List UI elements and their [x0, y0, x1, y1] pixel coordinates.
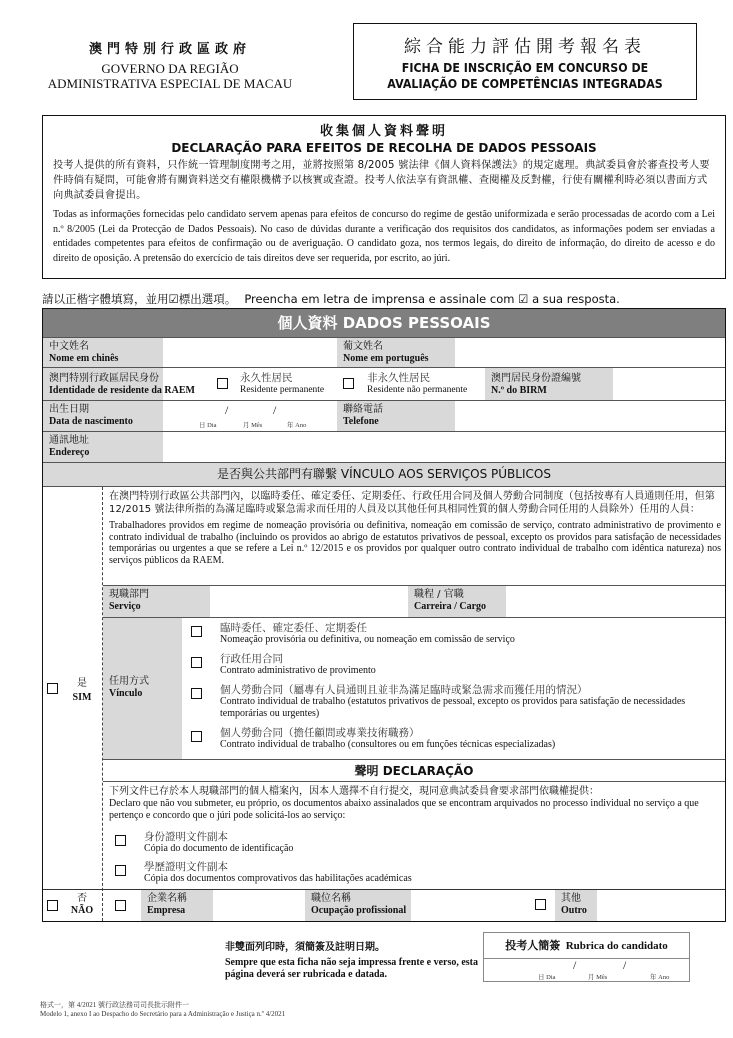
instructions-pt: Preencha em letra de imprensa e assinale com ☑ a sua resposta. [244, 292, 620, 306]
bond-option-zh: 臨時委任、確定委任、定期委任 [220, 622, 367, 634]
service-label: 現職部門 Serviço [103, 586, 210, 617]
declaration-text [109, 785, 723, 822]
birm-label: 澳門居民身份證編號 N.º do BIRM [485, 368, 613, 400]
other-input[interactable] [597, 890, 725, 921]
rubric-notice-pt: Sempre que esta ficha não seja impressa frente e verso, esta página deverá ser rubricada e datada. [225, 957, 479, 980]
document-option [115, 861, 717, 885]
model-reference-pt: Modelo 1, anexo I ao Despacho do Secretário para a Administração e Justiça n.º 4/2021 [40, 1010, 286, 1018]
name-pt-input[interactable] [455, 338, 725, 367]
no-label: 否 NÃO [70, 893, 94, 916]
identity-row [43, 368, 725, 401]
personal-data-section-header: 個人資料 DADOS PESSOAIS [43, 309, 725, 338]
bond-option-zh: 行政任用合同 [220, 653, 283, 665]
sig-date-separator: / [623, 958, 627, 972]
declaration-text-pt: Declaro que não vou submeter, eu próprio, os documentos abaixo assinalados que se encontram arquivados no processo individual no serviço a que pertenço e concordo que o júri pode solicitá-los ao serviço: [109, 798, 699, 821]
bond-option-pt: Contrato individual de trabalho (estatutos privativos de pessoal, excepto os providos para satisfação de necessidades temporárias ou urgentes) [220, 696, 686, 719]
declaration-text-zh: 下列文件已存於本人現職部門的個人檔案內，因本人選擇不自行提交，現同意典試委員會要求部門依職權提供： [109, 786, 599, 797]
dob-row [43, 401, 725, 432]
career-label: 職程 / 官職 Carreira / Cargo [408, 586, 506, 617]
documents-list [115, 831, 717, 891]
public-service-link-header: 是否與公共部門有聯繫 VÍNCULO AOS SERVIÇOS PÚBLICOS [43, 463, 725, 487]
document-option-pt: Cópia do documento de identificação [144, 843, 294, 854]
rubric-notice-zh: 非雙面列印時，須簡簽及註明日期。 [225, 942, 385, 953]
form-title-zh: 綜合能力評估開考報名表 [404, 37, 646, 57]
nonpermanent-resident-option: 非永久性居民 Residente não permanente [367, 372, 468, 395]
name-zh-label: 中文姓名 Nome em chinês [43, 338, 163, 367]
declaration-header: 聲明 DECLARAÇÃO [103, 760, 725, 782]
phone-input[interactable] [455, 401, 725, 431]
signature-header: 投考人簡簽 Rubrica do candidato [484, 933, 689, 959]
privacy-title-zh: 收集個人資料聲明 [319, 124, 448, 139]
document-checkbox[interactable] [115, 835, 126, 846]
sig-year-label: 年 Ano [650, 974, 670, 981]
birm-input[interactable] [613, 368, 725, 400]
name-row [43, 338, 725, 368]
bond-options-list [191, 622, 717, 758]
occupation-input[interactable] [411, 890, 531, 921]
address-row [43, 432, 725, 463]
document-option-zh: 學歷證明文件副本 [144, 861, 228, 873]
model-reference-zh: 格式一，第 4/2021 號行政法務司司長批示附件一 [40, 1001, 189, 1009]
government-name-pt-line2: ADMINISTRATIVA ESPECIAL DE MACAU [47, 76, 293, 91]
name-pt-label: 葡文姓名 Nome em português [337, 338, 455, 367]
bond-option-checkbox[interactable] [191, 626, 202, 637]
phone-label: 聯絡電話 Telefone [337, 401, 455, 431]
service-row [103, 585, 725, 618]
form-title-box [353, 23, 697, 100]
bond-option [191, 653, 717, 677]
dob-year-label: 年 Ano [287, 422, 307, 429]
signature-box [483, 932, 690, 982]
permanent-resident-checkbox[interactable] [217, 378, 228, 389]
signature-date-input[interactable] [484, 959, 689, 982]
bond-option-pt: Contrato individual de trabalho (consultores ou em funções técnicas especializadas) [220, 739, 556, 750]
privacy-title-pt: DECLARAÇÃO PARA EFEITOS DE RECOLHA DE DADOS PESSOAIS [171, 141, 597, 155]
bond-label: 任用方式 Vínculo [103, 618, 182, 759]
government-header [40, 38, 300, 91]
document-option-pt: Cópia dos documentos comprovativos das habilitações académicas [144, 873, 412, 884]
bond-row [103, 618, 725, 760]
bond-option-zh: 個人勞動合同（擔任顧問或專業技術職務） [220, 727, 420, 739]
company-checkbox[interactable] [115, 900, 126, 911]
bond-option-checkbox[interactable] [191, 731, 202, 742]
bond-option-checkbox[interactable] [191, 688, 202, 699]
dob-day-label: 日 Dia [199, 422, 217, 429]
instructions-zh: 請以正楷字體填寫，並用☑標出選項。 [42, 292, 237, 306]
fill-instructions [42, 291, 620, 307]
dob-input[interactable] [163, 401, 337, 431]
sig-date-separator: / [573, 958, 577, 972]
dob-month-label: 月 Mês [243, 422, 263, 429]
sig-day-label: 日 Dia [538, 974, 556, 981]
no-row [43, 889, 725, 921]
government-name-zh: 澳門特別行政區政府 [88, 42, 251, 57]
bond-option-zh: 個人勞動合同（屬專有人員通則且並非為滿足臨時或緊急需求而獲任用的情況） [220, 684, 588, 696]
bond-option-pt: Contrato administrativo de provimento [220, 665, 376, 676]
bond-option [191, 727, 717, 751]
model-reference [40, 1001, 285, 1019]
document-option-zh: 身份證明文件副本 [144, 831, 228, 843]
document-option [115, 831, 717, 855]
privacy-text-pt: Todas as informações fornecidas pelo candidato servem apenas para efeitos de concurso do regime de gestão uniformizada e serão processadas de acordo com a Lei n.º 8/2005 (Lei da Protecção de Dados Pessoais). No caso de dúvidas durante a verificação dos requisitos dos candidatos, as informações podem ser enviadas a entidades competentes para efeitos de confirmação ou de averiguação. O candidato goza, nos termos legais, do direito de informação, do direito de acesso e do direito de oposição. A pretensão do exercício de tais direitos deve ser requerida, por escrito, ao júri. [53, 209, 715, 264]
other-checkbox[interactable] [535, 899, 546, 910]
yes-label: 是 SIM [72, 678, 92, 703]
privacy-text-zh: 投考人提供的所有資料，只作統一管理制度開考之用，並將按照第 8/2005 號法律《個人資料保護法》的規定處理。典試委員會於審查投考人要件時倘有疑問，可能會將有關資料送交有權限機構予以核實或查證。投考人依法享有資訊權、查閱權及反對權，行使有關權利時必須以書面方式向典試委員會提出。 [53, 160, 710, 201]
form-title-pt-line1: FICHA DE INSCRIÇÃO EM CONCURSO DE [401, 61, 649, 75]
document-checkbox[interactable] [115, 865, 126, 876]
intro-text-pt: Trabalhadores providos em regime de nomeação provisória ou definitiva, nomeação em comissão de serviço, contrato administrativo de provimento e contrato individual de trabalho (incluindo os providos ao abrigo de estatutos privativos de pessoal, excepto os providos para satisfação de necessidades temporárias ou urgentes a que se refere a Lei n.º 12/2015 e os providos por qualquer outro contrato individual de trabalho com idêntica natureza) nos serviços públicos da RAEM. [109, 520, 721, 566]
application-form [42, 308, 726, 922]
government-name-pt-line1: GOVERNO DA REGIÃO [101, 61, 239, 76]
bond-option-checkbox[interactable] [191, 657, 202, 668]
nonpermanent-resident-checkbox[interactable] [343, 378, 354, 389]
bond-option [191, 684, 717, 720]
bond-option-pt: Nomeação provisória ou definitiva, ou nomeação em comissão de serviço [220, 634, 515, 645]
intro-text-zh: 在澳門特別行政區公共部門內，以臨時委任、確定委任、定期委任、行政任用合同及個人勞動合同制度（包括按專有人員通則任用，但第 12/2015 號法律所指的為滿足臨時或緊急需求而任用的人員及以其他任何具相同性質的個人勞動合同任用的人員除外）任用的人員： [109, 491, 715, 515]
privacy-statement [42, 115, 726, 279]
company-label: 企業名稱 Empresa [141, 890, 213, 921]
rubric-notice [225, 938, 485, 981]
other-label: 其他 Outro [555, 890, 597, 921]
dob-separator: / [273, 403, 277, 417]
sig-month-label: 月 Mês [588, 974, 608, 981]
occupation-label: 職位名稱 Ocupação profissional [305, 890, 411, 921]
no-checkbox[interactable] [47, 900, 58, 911]
public-service-intro [109, 491, 721, 566]
name-zh-input[interactable] [163, 338, 337, 367]
company-input[interactable] [213, 890, 305, 921]
dob-label: 出生日期 Data de nascimento [43, 401, 163, 431]
yes-checkbox[interactable] [47, 683, 58, 694]
permanent-resident-option: 永久性居民 Residente permanente [240, 372, 325, 395]
identity-label: 澳門特別行政區居民身份 Identidade de residente da RAEM [43, 368, 163, 400]
bond-option [191, 622, 717, 646]
career-input[interactable] [506, 586, 725, 617]
address-input[interactable] [163, 432, 725, 462]
address-label: 通訊地址 Endereço [43, 432, 163, 462]
service-input[interactable] [210, 586, 408, 617]
form-title-pt-line2: AVALIAÇÃO DE COMPETÊNCIAS INTEGRADAS [387, 77, 663, 91]
dob-separator: / [225, 403, 229, 417]
